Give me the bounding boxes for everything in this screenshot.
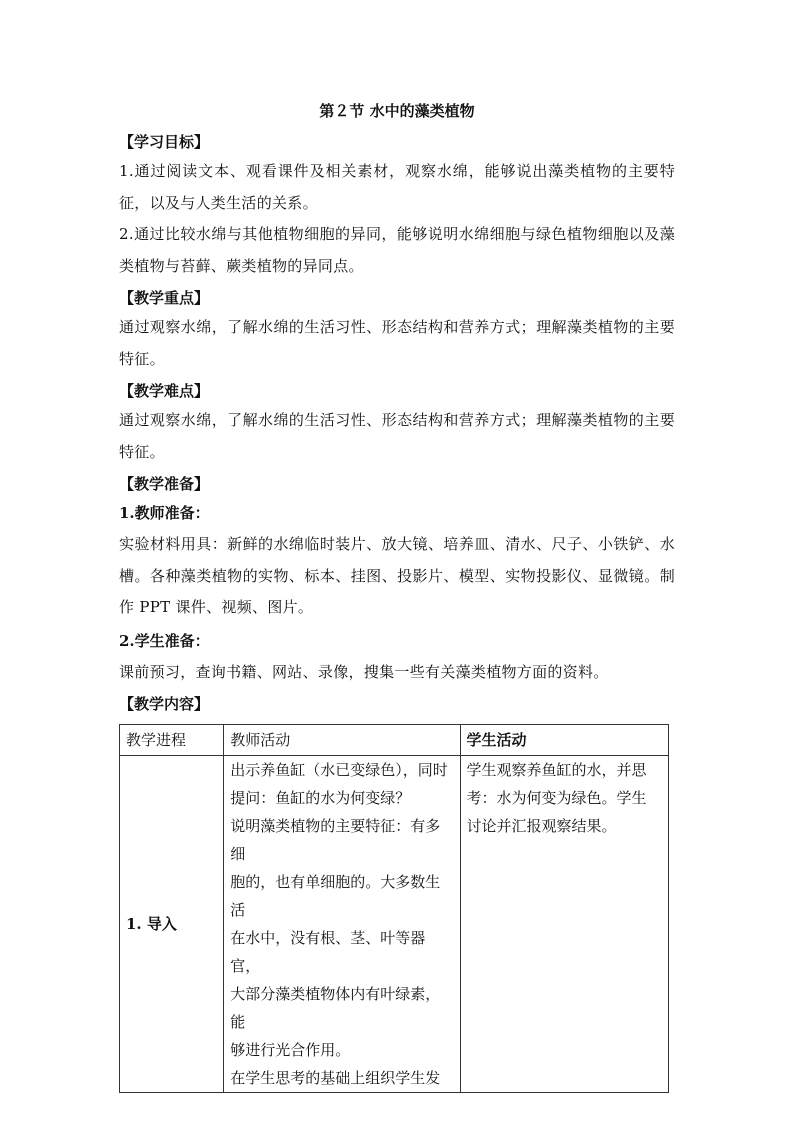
teacher-activity-line: 大部分藻类植物体内有叶绿素，能 bbox=[230, 985, 441, 1031]
teacher-activity-line: 提问：鱼缸的水为何变绿？ bbox=[230, 789, 411, 807]
objective-item: 2.通过比较水绵与其他植物细胞的异同，能够说明水绵细胞与绿色植物细胞以及藻类植物与苔藓、蕨类植物的异同点。 bbox=[119, 225, 675, 275]
difficulties-heading: 【教学难点】 bbox=[119, 382, 210, 400]
header-stage: 教学进程 bbox=[120, 725, 224, 756]
teacher-activity-line: 在学生思考的基础上组织学生发 bbox=[230, 1069, 441, 1087]
teacher-activity-line: 在水中，没有根、茎、叶等器官， bbox=[230, 929, 426, 975]
student-preparation-heading: 2.学生准备： bbox=[119, 631, 210, 650]
teacher-activity-line: 说明藻类植物的主要特征：有多细 bbox=[230, 817, 441, 863]
key-points-heading: 【教学重点】 bbox=[119, 289, 210, 307]
document-page bbox=[119, 98, 675, 1093]
difficulties-text: 通过观察水绵，了解水绵的生活习性、形态结构和营养方式；理解藻类植物的主要特征。 bbox=[119, 411, 675, 461]
teacher-activity-line: 胞的，也有单细胞的。大多数生活 bbox=[230, 873, 441, 919]
student-activity-line: 学生观察养鱼缸的水，并思 bbox=[466, 761, 647, 779]
header-student-activity: 学生活动 bbox=[460, 725, 668, 756]
stage-cell: 1. 导入 bbox=[120, 756, 224, 1093]
teacher-preparation-heading: 1.教师准备： bbox=[119, 504, 210, 522]
content-heading: 【教学内容】 bbox=[119, 695, 210, 713]
objectives-heading: 【学习目标】 bbox=[119, 133, 210, 151]
student-activity-cell bbox=[460, 756, 668, 1093]
student-preparation-text: 课前预习，查询书籍、网站、录像，搜集一些有关藻类植物方面的资料。 bbox=[119, 662, 609, 681]
document-title: 第２节 水中的藻类植物 bbox=[319, 102, 475, 120]
preparation-heading: 【教学准备】 bbox=[119, 475, 210, 493]
table-header-row bbox=[120, 725, 669, 756]
teaching-content-table bbox=[119, 724, 669, 1093]
student-activity-line: 考：水为何变为绿色。学生 bbox=[466, 789, 647, 807]
objective-item: 1.通过阅读文本、观看课件及相关素材，观察水绵，能够说出藻类植物的主要特征，以及与人类生活的关系。 bbox=[119, 162, 675, 212]
key-points-text: 通过观察水绵，了解水绵的生活习性、形态结构和营养方式；理解藻类植物的主要特征。 bbox=[119, 318, 675, 368]
student-activity-line: 讨论并汇报观察结果。 bbox=[466, 817, 617, 835]
teacher-activity-cell bbox=[224, 756, 460, 1093]
teacher-activity-line: 出示养鱼缸（水已变绿色），同时 bbox=[230, 761, 448, 779]
table-row bbox=[120, 756, 669, 1093]
teacher-preparation-text: 实验材料用具：新鲜的水绵临时装片、放大镜、培养皿、清水、尺子、小铁铲、水槽。各种藻类植物的实物、标本、挂图、投影片、模型、实物投影仪、显微镜。制作 PPT 课件、视频、图片。 bbox=[119, 535, 675, 616]
teacher-activity-line: 够进行光合作用。 bbox=[230, 1041, 351, 1059]
header-teacher-activity: 教师活动 bbox=[224, 725, 460, 756]
